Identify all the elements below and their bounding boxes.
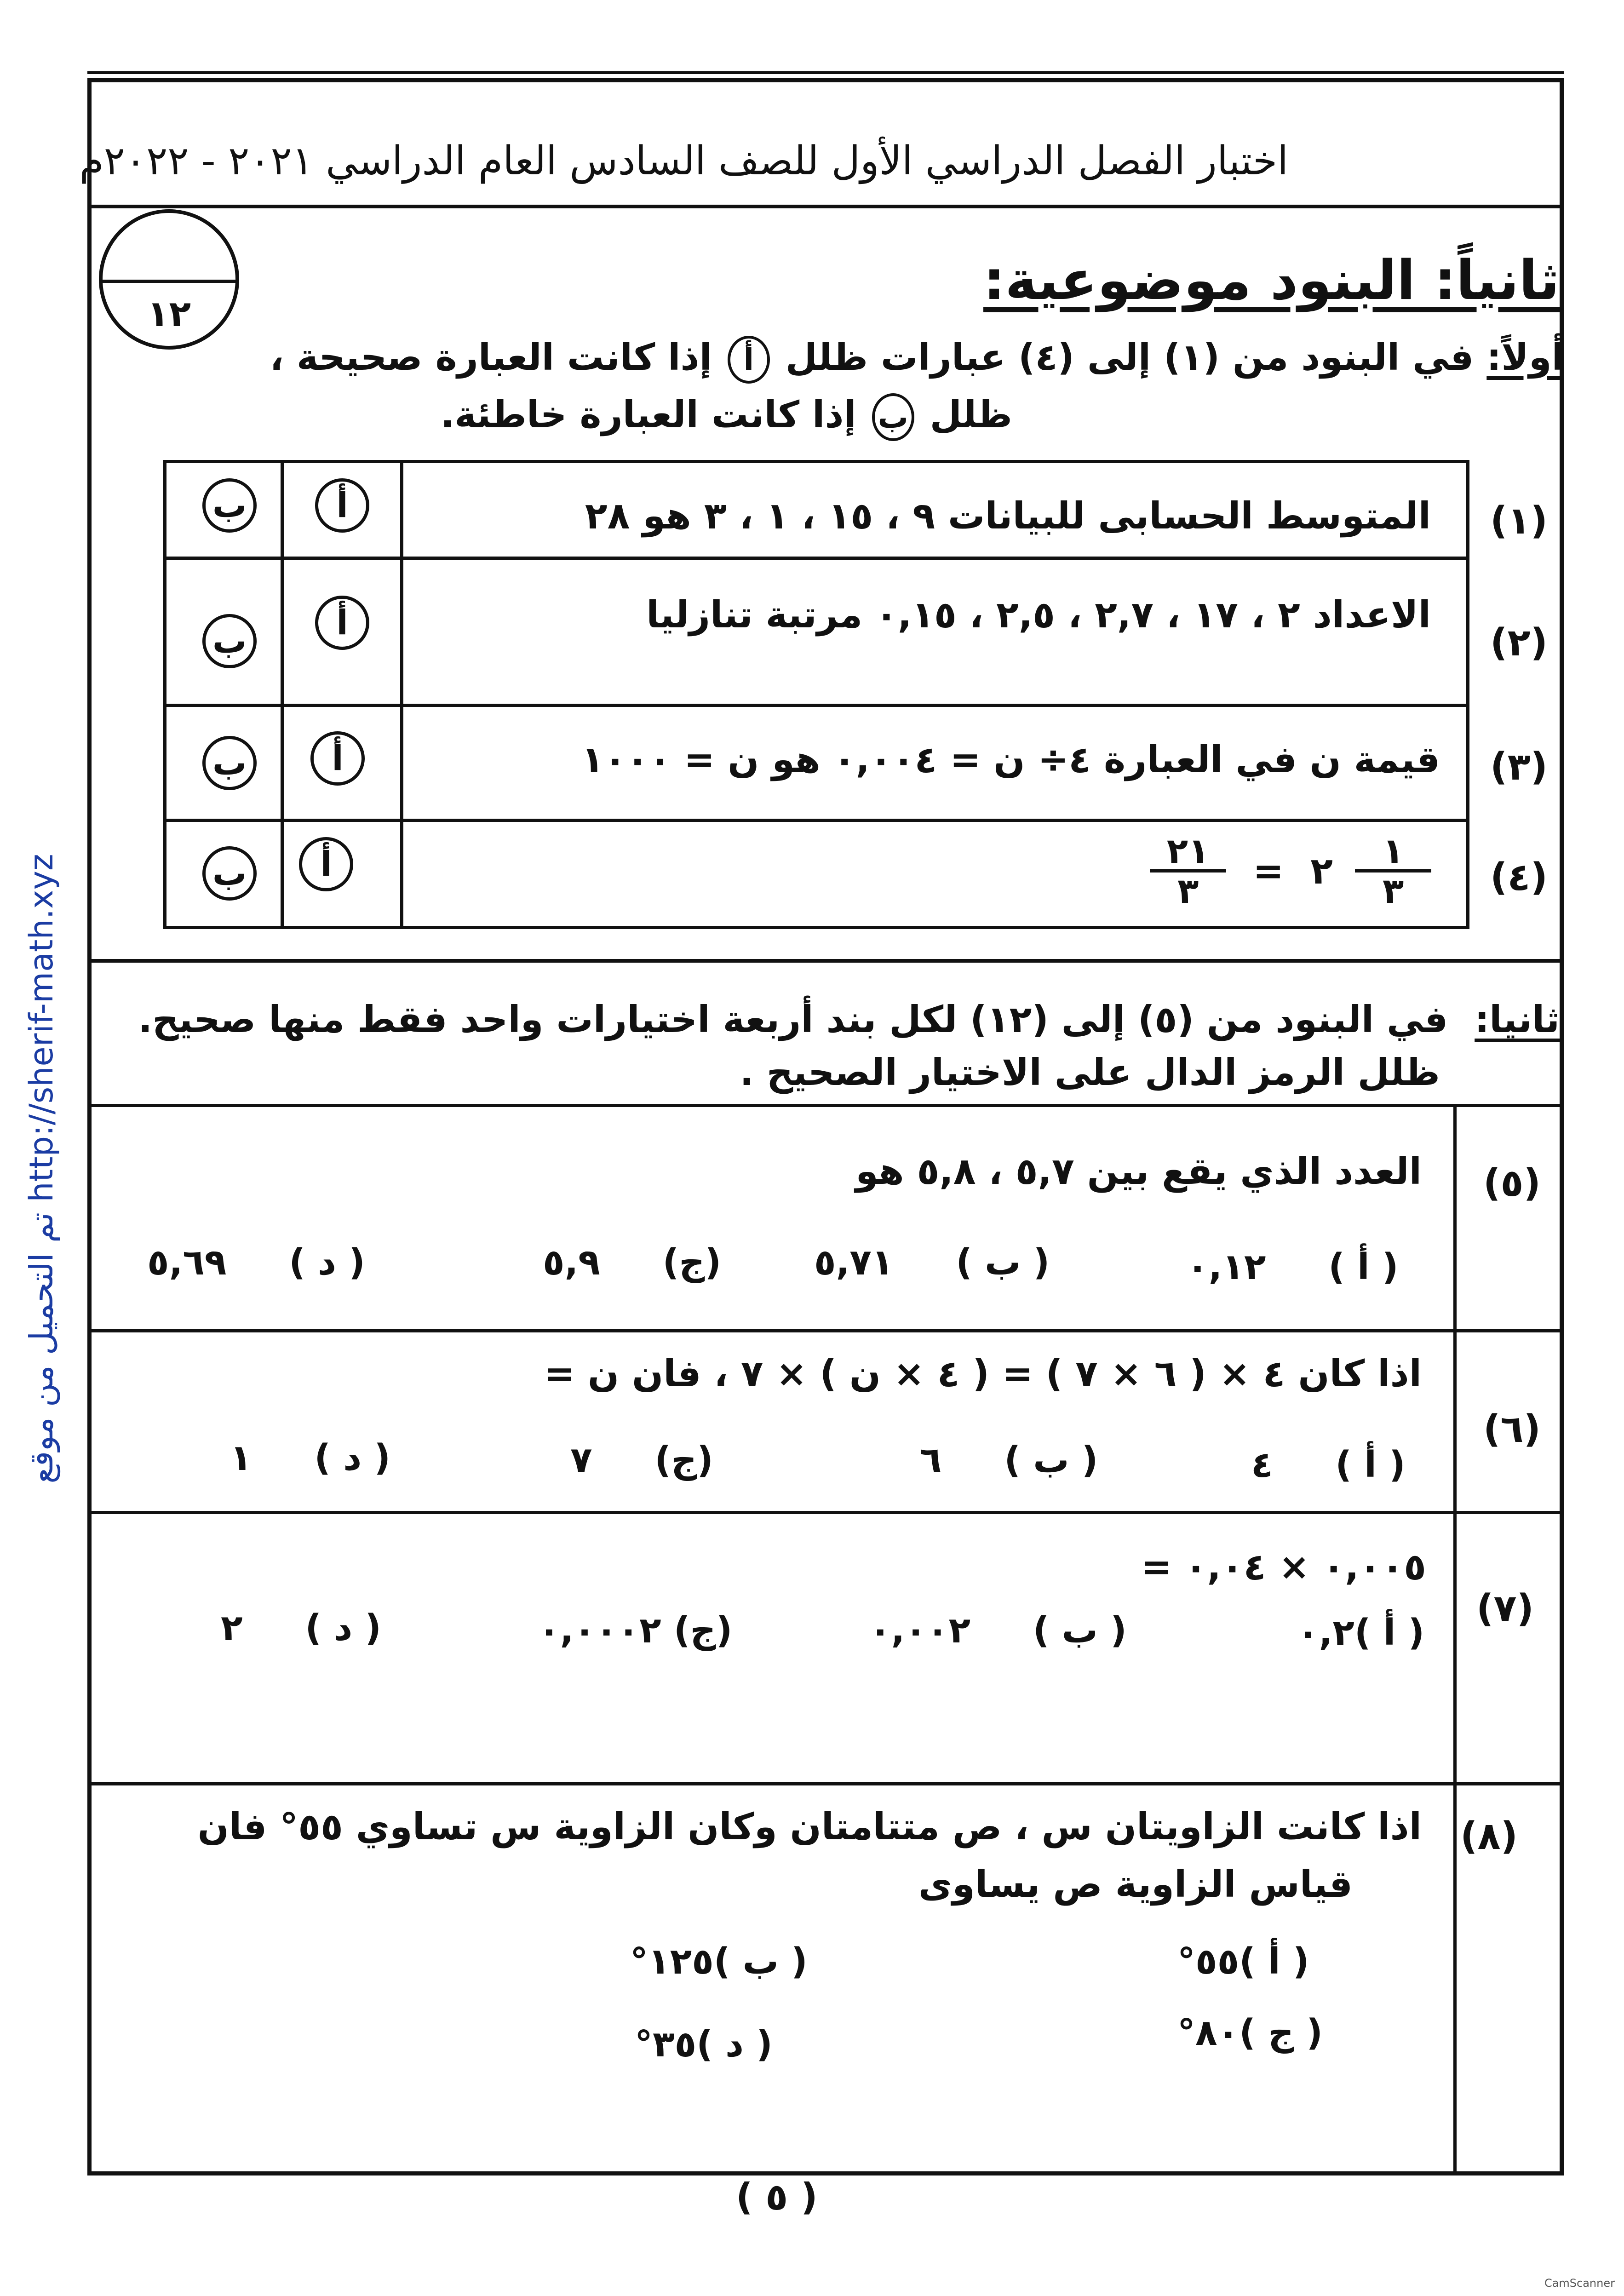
table-col-divider-1 <box>281 460 284 929</box>
option-value: ٥,٩ <box>543 1242 600 1283</box>
option-value: ١٢٥° <box>630 1941 714 1982</box>
instruction-bubble-b: ب <box>872 393 914 441</box>
option-key: ( ج ) <box>1239 2012 1323 2054</box>
part2-number-column-divider <box>1453 1104 1457 2175</box>
question-7-text: ٠,٠٠٥ × ٠,٠٤ = <box>1141 1545 1426 1588</box>
question-8-option-d[interactable] <box>635 2024 773 2065</box>
option-value: ٨٠° <box>1177 2012 1240 2054</box>
q6-top-rule <box>87 1329 1564 1332</box>
option-key: (ج) <box>654 1440 713 1481</box>
question-4-option-b[interactable]: ب <box>202 846 257 901</box>
option-key: ( أ ) <box>1335 1444 1406 1486</box>
option-key: ( ب ) <box>1004 1440 1098 1481</box>
option-key: ( أ ) <box>1354 1612 1425 1653</box>
equals-sign: = <box>1253 849 1284 892</box>
score-circle <box>99 209 239 350</box>
option-value: ٠,٠٠٢ <box>869 1610 971 1651</box>
table-row-divider-2 <box>163 704 1469 707</box>
option-value: ٠,١٢ <box>1187 1246 1266 1288</box>
part1-instruction-line2 <box>441 393 1012 441</box>
question-6-option-b[interactable] <box>920 1440 1098 1481</box>
question-2-text: الاعداد ٢ ، ١٧ ، ٢,٧ ، ٢,٥ ، ٠,١٥ مرتبة تنازليا <box>646 593 1431 636</box>
option-key: ( ب ) <box>956 1242 1050 1283</box>
question-2-option-a[interactable]: أ <box>315 596 369 650</box>
question-5-option-b[interactable] <box>814 1242 1050 1283</box>
option-value: ٥٥° <box>1177 1941 1240 1982</box>
question-8-text: اذا كانت الزاويتان س ، ص متتامتان وكان الزاوية س تساوي ٥٥° فان <box>197 1805 1422 1848</box>
question-1-text: المتوسط الحسابى للبيانات ٩ ، ١٥ ، ١ ، ٣ هو ٢٨ <box>585 494 1431 537</box>
fraction-left <box>1150 832 1226 909</box>
page-number: ( ٥ ) <box>736 2175 818 2218</box>
fraction-right <box>1355 832 1431 909</box>
question-5-option-c[interactable] <box>543 1242 721 1283</box>
fraction-right-numerator: ١ <box>1382 830 1404 871</box>
option-value: ٠,٠٠٠٢ <box>538 1610 661 1651</box>
part1-instruction-b-post: إذا كانت العبارة خاطئة. <box>440 393 856 436</box>
fraction-left-numerator: ٢١ <box>1166 830 1210 871</box>
side-watermark: http://sherif-math.xyz تم التحميل من موقع <box>23 854 60 1484</box>
option-value: ٣٥° <box>635 2024 697 2065</box>
page-border <box>87 78 1564 2175</box>
option-value: ٤ <box>1251 1444 1273 1486</box>
question-6-text: اذا كان ٤ × ( ٦ × ٧ ) = ( ٤ × ن ) × ٧ ، فان ن = <box>544 1352 1422 1395</box>
question-8-text-line2: قياس الزاوية ص يساوى <box>918 1863 1353 1906</box>
option-value: ٧ <box>570 1440 592 1481</box>
part2-label: ثانيا: <box>1475 998 1560 1041</box>
table-row-divider-1 <box>163 557 1469 560</box>
table-row-divider-3 <box>163 819 1469 822</box>
q8-top-rule <box>87 1782 1564 1785</box>
question-8-option-b[interactable] <box>630 1941 808 1982</box>
fraction-left-denominator: ٣ <box>1150 869 1226 909</box>
question-1-option-b[interactable]: ب <box>202 478 257 533</box>
header-divider <box>87 205 1564 208</box>
question-4-option-a[interactable]: أ <box>299 837 353 891</box>
top-rule <box>87 71 1564 74</box>
option-value: ١ <box>230 1437 252 1479</box>
question-7-number: (٧) <box>1476 1587 1534 1630</box>
part1-label: أولاً: <box>1486 336 1564 379</box>
option-key: ( د ) <box>314 1437 391 1479</box>
option-key: ( د ) <box>289 1242 365 1283</box>
part1-instruction-line1 <box>270 336 1564 384</box>
question-5-option-d[interactable] <box>147 1242 365 1283</box>
exam-title: اختبار الفصل الدراسي الأول للصف السادس العام الدراسي ٢٠٢١ - ٢٠٢٢م <box>79 138 1288 184</box>
question-6-option-a[interactable] <box>1251 1444 1406 1486</box>
question-3-text: قيمة ن في العبارة ٤÷ ن = ٠,٠٠٤ هو ن = ١٠٠٠ <box>581 738 1440 781</box>
q5-top-rule <box>87 1104 1564 1107</box>
question-5-text: العدد الذي يقع بين ٥,٧ ، ٥,٨ هو <box>855 1150 1422 1193</box>
question-1-option-a[interactable]: أ <box>315 478 369 533</box>
question-1-number: (١) <box>1490 499 1548 543</box>
question-8-option-c[interactable] <box>1177 2012 1323 2054</box>
mixed-whole: ٢ <box>1310 849 1333 892</box>
question-4-expression <box>1150 832 1431 909</box>
section-title: ثانياً: البنود موضوعية: <box>983 248 1560 312</box>
option-key: ( د ) <box>696 2024 773 2065</box>
question-2-number: (٢) <box>1490 621 1548 665</box>
option-value: ٦ <box>920 1440 942 1481</box>
question-4-number: (٤) <box>1490 855 1548 899</box>
question-8-option-a[interactable] <box>1177 1941 1309 1982</box>
option-key: ( د ) <box>305 1607 382 1649</box>
part2-instruction-line1 <box>138 998 1560 1041</box>
fraction-right-denominator: ٣ <box>1355 869 1431 909</box>
score-divider <box>103 280 235 283</box>
question-3-option-a[interactable]: أ <box>310 731 365 786</box>
option-key: (ج) <box>662 1242 722 1283</box>
option-value: ٥,٧١ <box>814 1242 894 1283</box>
option-value: ٥,٦٩ <box>147 1242 227 1283</box>
question-5-number: (٥) <box>1483 1161 1541 1205</box>
score-value: ١٢ <box>147 293 191 335</box>
question-7-option-c[interactable] <box>538 1610 732 1651</box>
option-key: (ج) <box>673 1610 733 1651</box>
part2-instruction-1: في البنود من (٥) إلى (١٢) لكل بند أربعة اختيارات واحد فقط منها صحيح. <box>138 998 1448 1041</box>
question-7-option-a[interactable] <box>1297 1612 1424 1653</box>
part-divider <box>87 959 1564 963</box>
part1-instruction-a-post: إذا كانت العبارة صحيحة ، <box>270 336 712 379</box>
option-value: ٢ <box>221 1607 243 1649</box>
question-7-option-d[interactable] <box>221 1607 381 1649</box>
question-6-option-c[interactable] <box>570 1440 713 1481</box>
question-7-option-b[interactable] <box>869 1610 1127 1651</box>
question-3-number: (٣) <box>1490 745 1548 789</box>
question-2-option-b[interactable]: ب <box>202 614 257 668</box>
scanner-mark: CamScanner <box>1544 2277 1615 2290</box>
question-3-option-b[interactable]: ب <box>202 736 257 790</box>
option-key: ( ب ) <box>713 1941 808 1982</box>
part2-instruction-2: ظلل الرمز الدال على الاختيار الصحيح . <box>740 1051 1440 1094</box>
question-8-number: (٨) <box>1460 1814 1518 1858</box>
table-col-divider-2 <box>400 460 403 929</box>
question-6-option-d[interactable] <box>230 1437 390 1479</box>
option-key: ( أ ) <box>1328 1246 1399 1288</box>
option-key: ( أ ) <box>1239 1941 1309 1982</box>
q7-top-rule <box>87 1511 1564 1514</box>
part1-instruction-b-pre: ظلل <box>930 393 1012 436</box>
question-6-number: (٦) <box>1483 1407 1541 1451</box>
option-value: ٠,٢ <box>1297 1612 1354 1653</box>
instruction-bubble-a: أ <box>728 336 770 384</box>
part1-instruction-a-pre: في البنود من (١) إلى (٤) عبارات ظلل <box>785 336 1474 379</box>
question-5-option-a[interactable] <box>1187 1246 1399 1288</box>
option-key: ( ب ) <box>1033 1610 1127 1651</box>
